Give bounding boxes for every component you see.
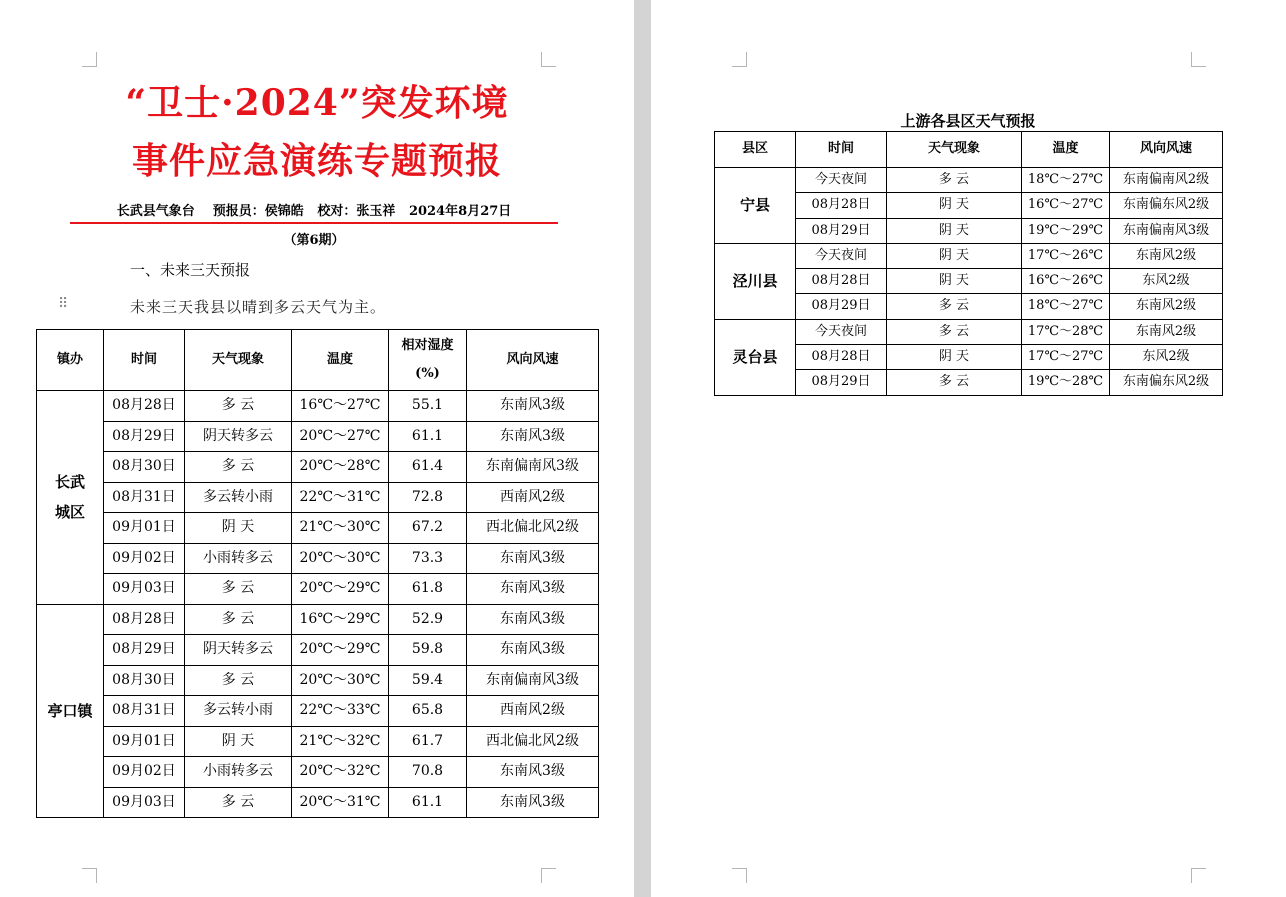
- report-title-line-1: “卫士·2024”突发环境: [125, 82, 509, 124]
- temperature-cell: 16℃～26℃: [1022, 269, 1110, 294]
- time-cell: 今天夜间: [796, 319, 887, 344]
- upstream-table-caption: 上游各县区天气预报: [900, 112, 1036, 130]
- temperature-cell: 18℃～27℃: [1022, 168, 1110, 193]
- table-row: [37, 482, 599, 513]
- page-corner-mark: [1191, 868, 1206, 883]
- page-corner-mark: [82, 868, 97, 883]
- wind-cell: 东南风3级: [467, 391, 599, 422]
- table-row: [715, 243, 1223, 268]
- temperature-cell: 19℃～28℃: [1022, 370, 1110, 395]
- temperature-cell: 20℃～29℃: [292, 635, 389, 666]
- temperature-cell: 17℃～28℃: [1022, 319, 1110, 344]
- weather-cell: 多 云: [185, 665, 292, 696]
- page-corner-mark: [82, 52, 97, 67]
- temperature-cell: 17℃～26℃: [1022, 243, 1110, 268]
- date-cell: 09月01日: [104, 726, 185, 757]
- table-row: [715, 168, 1223, 193]
- humidity-cell: 61.1: [389, 787, 467, 818]
- page-corner-mark: [1191, 52, 1206, 67]
- table-header-row: [715, 132, 1223, 168]
- forecast-table-upstream: [714, 131, 1223, 396]
- date-cell: 09月02日: [104, 543, 185, 574]
- wind-cell: 东南偏东风2级: [1110, 370, 1223, 395]
- temperature-cell: 18℃～27℃: [1022, 294, 1110, 319]
- humidity-cell: 72.8: [389, 482, 467, 513]
- page-corner-mark: [732, 52, 747, 67]
- weather-cell: 小雨转多云: [185, 543, 292, 574]
- weather-cell: 阴天转多云: [185, 635, 292, 666]
- date-cell: 08月28日: [104, 391, 185, 422]
- temperature-cell: 21℃～30℃: [292, 513, 389, 544]
- forecast-paragraph: 未来三天我县以晴到多云天气为主。: [130, 298, 387, 316]
- wind-cell: 东南风3级: [467, 421, 599, 452]
- date-cell: 08月31日: [104, 696, 185, 727]
- wind-cell: 东南风2级: [1110, 294, 1223, 319]
- table-row: [37, 757, 599, 788]
- wind-cell: 西北偏北风2级: [467, 513, 599, 544]
- wind-cell: 东南偏东风2级: [1110, 193, 1223, 218]
- table-row: [37, 787, 599, 818]
- column-header: 时间: [104, 330, 185, 391]
- humidity-cell: 73.3: [389, 543, 467, 574]
- table-row: [37, 452, 599, 483]
- wind-cell: 东南风3级: [467, 604, 599, 635]
- wind-cell: 东南偏南风2级: [1110, 168, 1223, 193]
- date-cell: 08月29日: [104, 421, 185, 452]
- temperature-cell: 21℃～32℃: [292, 726, 389, 757]
- temperature-cell: 20℃～32℃: [292, 757, 389, 788]
- weather-cell: 多 云: [887, 294, 1022, 319]
- red-divider: [70, 222, 558, 224]
- weather-cell: 多 云: [185, 574, 292, 605]
- humidity-cell: 61.4: [389, 452, 467, 483]
- wind-cell: 东南偏南风3级: [467, 665, 599, 696]
- weather-cell: 阴 天: [185, 726, 292, 757]
- weather-cell: 阴 天: [887, 243, 1022, 268]
- temperature-cell: 20℃～30℃: [292, 543, 389, 574]
- table-row: [37, 391, 599, 422]
- table-header-row: [37, 330, 599, 391]
- wind-cell: 东南风3级: [467, 574, 599, 605]
- drag-handle-icon[interactable]: ⠿: [58, 296, 69, 312]
- table-row: [37, 696, 599, 727]
- time-cell: 今天夜间: [796, 168, 887, 193]
- group-name-cell: 泾川县: [715, 243, 796, 319]
- table-row: [715, 319, 1223, 344]
- wind-cell: 东南偏南风3级: [1110, 218, 1223, 243]
- time-cell: 08月29日: [796, 370, 887, 395]
- weather-cell: 小雨转多云: [185, 757, 292, 788]
- weather-cell: 多 云: [185, 391, 292, 422]
- page-corner-mark: [541, 52, 556, 67]
- report-title-line-2: 事件应急演练专题预报: [131, 140, 502, 182]
- column-header: 天气现象: [887, 132, 1022, 168]
- temperature-cell: 20℃～31℃: [292, 787, 389, 818]
- weather-cell: 多云转小雨: [185, 482, 292, 513]
- column-header: 温度: [292, 330, 389, 391]
- wind-cell: 东南风3级: [467, 757, 599, 788]
- weather-cell: 阴 天: [185, 513, 292, 544]
- temperature-cell: 20℃～29℃: [292, 574, 389, 605]
- wind-cell: 东风2级: [1110, 345, 1223, 370]
- date-cell: 08月31日: [104, 482, 185, 513]
- date-cell: 08月28日: [104, 604, 185, 635]
- wind-cell: 东南风3级: [467, 543, 599, 574]
- time-cell: 08月29日: [796, 294, 887, 319]
- temperature-cell: 20℃～30℃: [292, 665, 389, 696]
- byline: 长武县气象台 预报员：侯锦皓 校对：张玉祥 2024年8月27日: [116, 204, 512, 219]
- date-cell: 09月01日: [104, 513, 185, 544]
- date-cell: 08月29日: [104, 635, 185, 666]
- weather-cell: 阴 天: [887, 269, 1022, 294]
- weather-cell: 多云转小雨: [185, 696, 292, 727]
- issue-number: （第6期）: [283, 233, 345, 248]
- time-cell: 今天夜间: [796, 243, 887, 268]
- date-cell: 08月30日: [104, 665, 185, 696]
- temperature-cell: 19℃～29℃: [1022, 218, 1110, 243]
- weather-cell: 多 云: [887, 370, 1022, 395]
- column-header: 天气现象: [185, 330, 292, 391]
- wind-cell: 东南风3级: [467, 635, 599, 666]
- time-cell: 08月29日: [796, 218, 887, 243]
- section-heading: 一、未来三天预报: [130, 261, 251, 279]
- page-corner-mark: [732, 868, 747, 883]
- humidity-cell: 70.8: [389, 757, 467, 788]
- weather-cell: 多 云: [185, 787, 292, 818]
- date-cell: 09月03日: [104, 787, 185, 818]
- humidity-cell: 59.4: [389, 665, 467, 696]
- group-name-cell: 亭口镇: [37, 604, 104, 818]
- group-name-cell: 长武 城区: [37, 391, 104, 605]
- weather-cell: 多 云: [185, 604, 292, 635]
- table-row: [37, 726, 599, 757]
- table-row: [37, 635, 599, 666]
- humidity-cell: 67.2: [389, 513, 467, 544]
- date-cell: 08月30日: [104, 452, 185, 483]
- weather-cell: 多 云: [185, 452, 292, 483]
- group-name-cell: 灵台县: [715, 319, 796, 395]
- time-cell: 08月28日: [796, 269, 887, 294]
- weather-cell: 阴 天: [887, 345, 1022, 370]
- column-header: 镇办: [37, 330, 104, 391]
- wind-cell: 东风2级: [1110, 269, 1223, 294]
- humidity-cell: 52.9: [389, 604, 467, 635]
- date-cell: 09月02日: [104, 757, 185, 788]
- humidity-cell: 59.8: [389, 635, 467, 666]
- table-row: [37, 421, 599, 452]
- document-page-1: [0, 0, 634, 897]
- column-header: 县区: [715, 132, 796, 168]
- wind-cell: 西北偏北风2级: [467, 726, 599, 757]
- weather-cell: 多 云: [887, 168, 1022, 193]
- wind-cell: 西南风2级: [467, 696, 599, 727]
- humidity-cell: 61.8: [389, 574, 467, 605]
- wind-cell: 东南风3级: [467, 787, 599, 818]
- time-cell: 08月28日: [796, 345, 887, 370]
- forecast-table-changwu: [36, 329, 599, 818]
- page-corner-mark: [541, 868, 556, 883]
- humidity-cell: 61.7: [389, 726, 467, 757]
- date-cell: 09月03日: [104, 574, 185, 605]
- group-name-cell: 宁县: [715, 168, 796, 244]
- temperature-cell: 20℃～28℃: [292, 452, 389, 483]
- column-header: 温度: [1022, 132, 1110, 168]
- table-row: [37, 574, 599, 605]
- wind-cell: 东南风2级: [1110, 243, 1223, 268]
- temperature-cell: 17℃～27℃: [1022, 345, 1110, 370]
- humidity-cell: 61.1: [389, 421, 467, 452]
- column-header: 相对湿度 (%): [389, 330, 467, 391]
- humidity-cell: 55.1: [389, 391, 467, 422]
- temperature-cell: 16℃～27℃: [292, 391, 389, 422]
- weather-cell: 阴天转多云: [185, 421, 292, 452]
- table-row: [37, 513, 599, 544]
- column-header: 时间: [796, 132, 887, 168]
- wind-cell: 东南风2级: [1110, 319, 1223, 344]
- wind-cell: 西南风2级: [467, 482, 599, 513]
- humidity-cell: 65.8: [389, 696, 467, 727]
- weather-cell: 阴 天: [887, 218, 1022, 243]
- column-header: 风向风速: [467, 330, 599, 391]
- table-row: [37, 604, 599, 635]
- weather-cell: 阴 天: [887, 193, 1022, 218]
- table-row: [37, 665, 599, 696]
- column-header: 风向风速: [1110, 132, 1223, 168]
- temperature-cell: 22℃～31℃: [292, 482, 389, 513]
- weather-cell: 多 云: [887, 319, 1022, 344]
- time-cell: 08月28日: [796, 193, 887, 218]
- temperature-cell: 16℃～27℃: [1022, 193, 1110, 218]
- temperature-cell: 22℃～33℃: [292, 696, 389, 727]
- wind-cell: 东南偏南风3级: [467, 452, 599, 483]
- temperature-cell: 20℃～27℃: [292, 421, 389, 452]
- temperature-cell: 16℃～29℃: [292, 604, 389, 635]
- table-row: [37, 543, 599, 574]
